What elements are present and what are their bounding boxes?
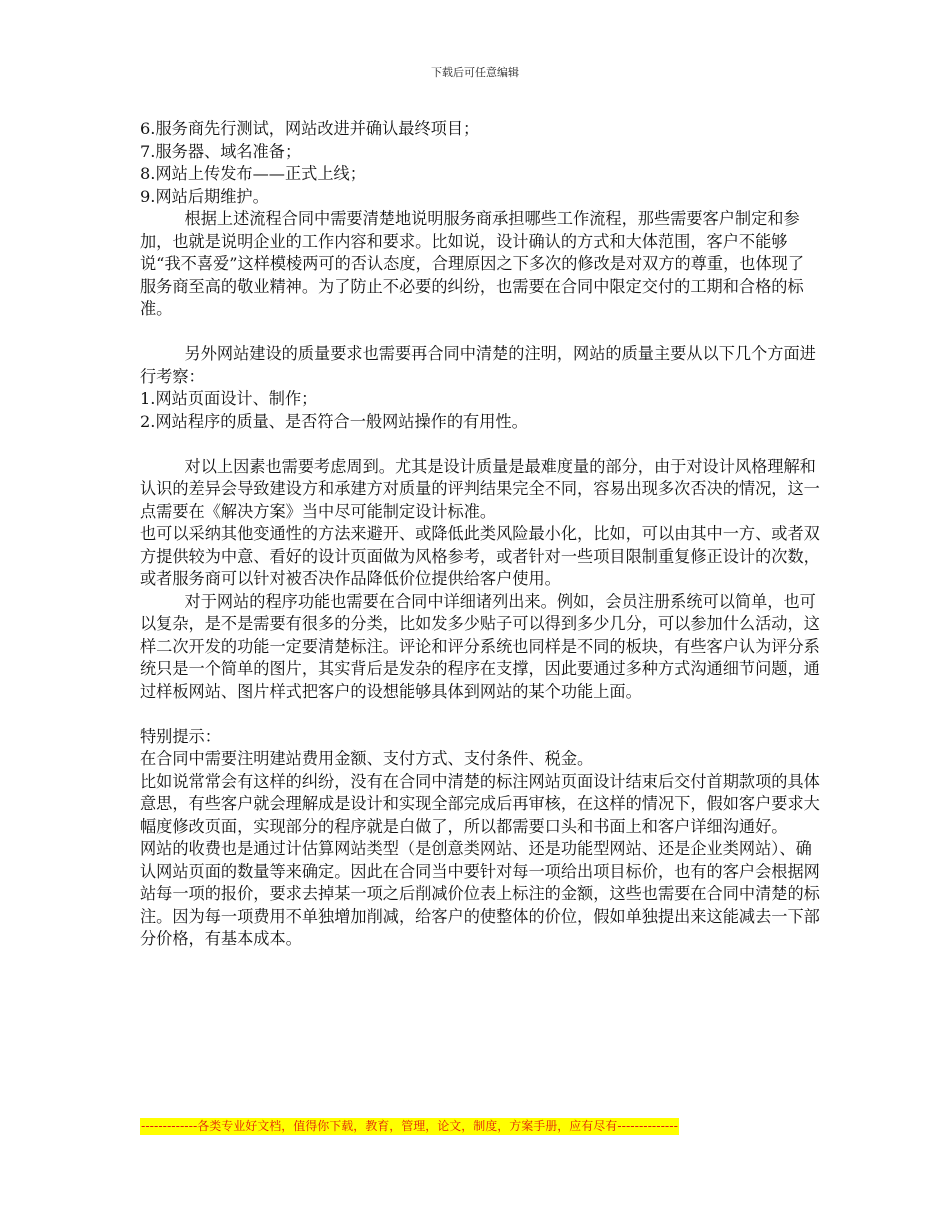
paragraph-risk: 也可以采纳其他变通性的方法来避开、或降低此类风险最小化，比如，可以由其中一方、或者双方提供较为中意、看好的设计页面做为风格参考，或者针对一些项目限制重复修正设计的次数，或者服务商可以针对被否决作品降低价位提供给客户使用。 bbox=[140, 524, 820, 588]
paragraph-workflow: 根据上述流程合同中需要清楚地说明服务商承担哪些工作流程，那些需要客户制定和参加，也就是说明企业的工作内容和要求。比如说，设计确认的方式和大体范围，客户不能够说“我不喜爱”这样模棱两可的否认态度，合理原因之下多次的修改是对双方的尊重，也体现了服务商至高的敬业精神。为了防止不必要的纠纷，也需要在合同中限定交付的工期和合格的标准。 bbox=[140, 209, 805, 318]
tip-pricing: 网站的收费也是通过计估算网站类型（是创意类网站、还是功能型网站、还是企业类网站）、确认网站页面的数量等来确定。因此在合同当中要针对每一项给出项目标价，也有的客户会根据网站每一项的报价，要求去掉某一项之后削减价位表上标注的金额，这些也需要在合同中清楚的标注。因为每一项费用不单独增加削减，给客户的使整体的价位，假如单独提出来这能减去一下部分价格，有基本成本。 bbox=[140, 839, 820, 948]
paragraph-quality: 另外网站建设的质量要求也需要再合同中清楚的注明，网站的质量主要从以下几个方面进行考察： bbox=[140, 344, 816, 386]
tip-dispute: 比如说常常会有这样的纠纷，没有在合同中清楚的标注网站页面设计结束后交付首期款项的具体意思，有些客户就会理解成是设计和实现全部完成后再审核，在这样的情况下，假如客户要求大幅度修改页面，实现部分的程序就是白做了，所以都需要口头和书面上和客户详细沟通好。 bbox=[140, 771, 820, 836]
tip-title: 特别提示： bbox=[140, 726, 221, 746]
document-body bbox=[140, 118, 820, 951]
paragraph-program-function: 对于网站的程序功能也需要在合同中详细诸列出来。例如，会员注册系统可以简单，也可以复杂，是不是需要有很多的分类，比如发多少贴子可以得到多少几分，可以参加什么活动，这样二次开发的功能一定要清楚标注。评论和评分系统也同样是不同的板块，有些客户认为评分系统只是一个简单的图片，其实背后是发杂的程序在支撑，因此要通过多种方式沟通细节问题，通过样板网站、图片样式把客户的设想能够具体到网站的某个功能上面。 bbox=[140, 591, 820, 701]
tip-fees: 在合同中需要注明建站费用金额、支付方式、支付条件、税金。 bbox=[140, 749, 594, 768]
paragraph-spacer bbox=[140, 433, 820, 456]
quality-item-2: 2.网站程序的质量、是否符合一般网站操作的有用性。 bbox=[140, 411, 528, 431]
list-item-6: 6.服务商先行测试，网站改进并确认最终项目； bbox=[140, 119, 480, 138]
paragraph-design-quality: 对以上因素也需要考虑周到。尤其是设计质量是最难度量的部分，由于对设计风格理解和认识的差异会导致建设方和承建方对质量的评判结果完全不同，容易出现多次否决的情况，这一点需要在《解决方案》当中尽可能制定设计标准。 bbox=[140, 456, 820, 521]
paragraph-spacer bbox=[140, 321, 820, 344]
paragraph-spacer bbox=[140, 703, 820, 726]
list-item-8: 8.网站上传发布——正式上线； bbox=[140, 164, 366, 183]
quality-item-1: 1.网站页面设计、制作； bbox=[140, 389, 318, 408]
page-header: 下载后可任意编辑 bbox=[431, 66, 519, 79]
footer-banner: -------------各类专业好文档，值得你下载，教育，管理，论文，制度，方案手册，应有尽有-------------- bbox=[141, 1119, 678, 1133]
list-item-7: 7.服务器、域名准备； bbox=[140, 141, 302, 161]
list-item-9: 9.网站后期维护。 bbox=[140, 186, 269, 206]
